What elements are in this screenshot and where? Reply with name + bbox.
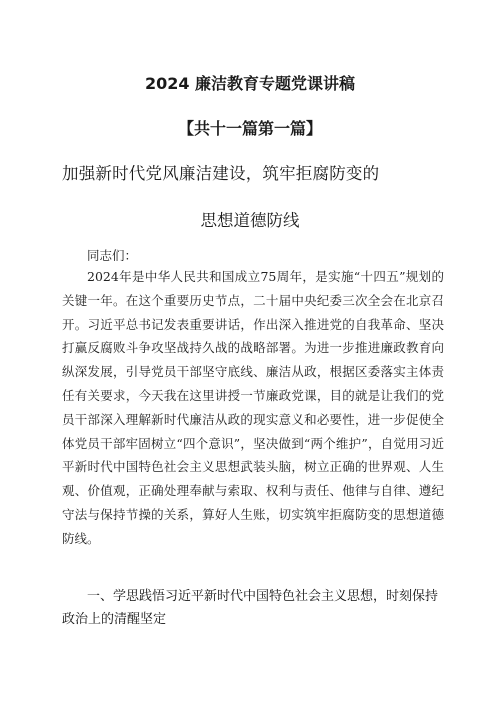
section-heading-1: 一、学思践悟习近平新时代中国特色社会主义思想，时刻保持政治上的清醒坚定 xyxy=(62,589,439,627)
heading-line-1: 加强新时代党风廉洁建设，筑牢拒腐防变的 xyxy=(62,164,380,183)
salutation: 同志们： xyxy=(87,248,138,263)
heading-line-2: 思想道德防线 xyxy=(200,211,300,230)
body-paragraph-1: 2024年是中华人民共和国成立75周年，是实施“十四五”规划的关键一年。在这个重要历史节点，二十届中央纪委三次全会在北京召开。习近平总书记发表重要讲话，作出深入推进党的自我革命、坚决打赢反腐败斗争攻坚战持久战的战略部署。为进一步推进廉政教育向纵深发展，引导党员干部坚守底线、廉洁从政，根据区委落实主体责任有关要求，今天我在这里讲授一节廉政党课，目的就是让我们的党员干部深入理解新时代廉洁从政的现实意义和必要性，进一步促使全体党员干部牢固树立“四个意识”，坚决做到“两个维护”，自觉用习近平新时代中国特色社会主义思想武装头脑，树立正确的世界观、人生观、价值观，正确处理奉献与索取、权利与责任、他律与自律、遵纪守法与保持节操的关系，算好人生账，切实筑牢拒腐防变的思想道德防线。 xyxy=(62,269,444,546)
document-subtitle: 【共十一篇第一篇】 xyxy=(177,119,322,138)
document-title: 2024 廉洁教育专题党课讲稿 xyxy=(144,74,356,93)
